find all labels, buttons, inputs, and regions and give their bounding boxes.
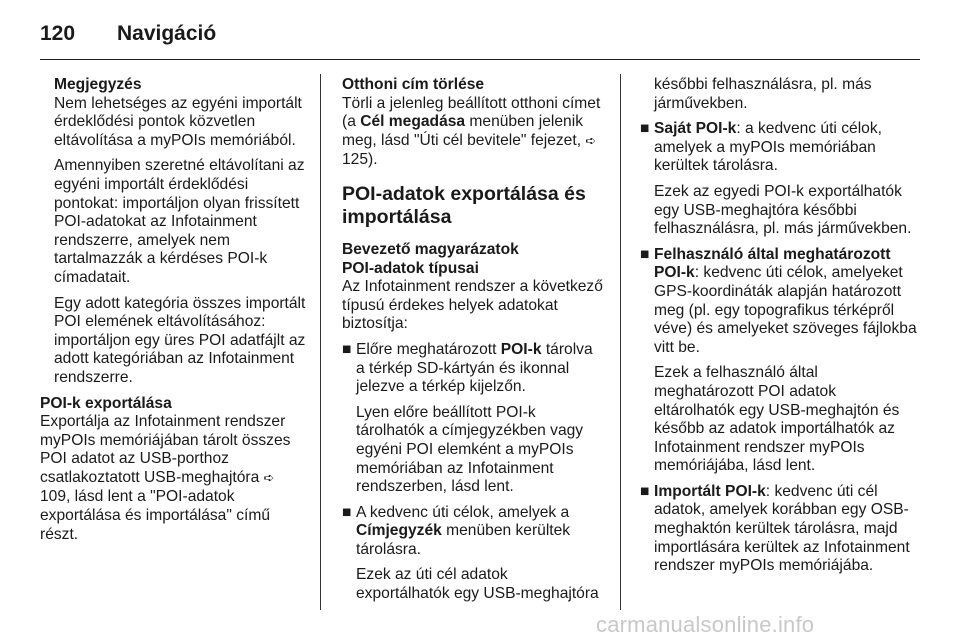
list-item-continued: későbbi felhasználásra, pl. más járművekben. [654,76,872,112]
note-paragraph: Amennyiben szeretné eltávolítani az egyéni importált érdeklődési pontokat: importáljon olyan frissített POI-adatokat az Infotainment rendszerre, amelyek nem tartalmazzák a kérdéses POI-k címadatait. [54,157,305,286]
bullet-icon: ■ [640,120,650,138]
list-item: ■ A kedvenc úti célok, amelyek a Címjegyzék menüben kerültek tárolásra. Ezek az úti cél adatok exportálhatók egy USB-meghajtóra [342,503,599,603]
intro-heading: Bevezető magyarázatok [342,240,519,258]
watermark: carmanualsonline.info [596,612,815,637]
export-paragraph: Exportálja az Infotainment rendszer myPOIs memóriájában tárolt összes POI adatot az USB-porthoz csatlakoztatott USB-meghajtóra ➪ 109, lásd lent a "POI-adatok exportálása és importálása" című részt. [40,413,291,543]
column-1 [40,76,308,551]
section-heading: POI-adatok exportálása és importálása [342,182,586,228]
bullet-icon: ■ [342,503,352,521]
types-paragraph: Az Infotainment rendszer a következő típusú érdekes helyek adatokat biztosítja: [342,278,603,333]
bullet-icon: ■ [342,340,352,358]
list-item: ■ Előre meghatározott POI-k tárolva a térkép SD-kártyán és ikonnal jelezve a térkép kijelzőn. Lyen előre beállított POI-k tárolhatók a címjegyzékben vagy egyéni POI elemként a myPOIs memóriában az Infotainment rendszerben, lásd lent. [342,340,593,496]
home-paragraph: Törli a jelenleg beállított otthoni címet (a Cél megadása menüben jelenik meg, lásd "Úti cél bevitele" fejezet, ➪ 125). [342,94,601,169]
column-divider-2 [620,74,621,610]
column-divider-1 [320,74,321,610]
list-item: ■ Saját POI-k: a kedvenc úti célok, amelyek a myPOIs memóriában kerültek tárolásra. Ezek az egyedi POI-k exportálhatók egy USB-meghajtóra későbbi felhasználásra, pl. más járművekben. [640,120,912,238]
note-paragraph: Egy adott kategória összes importált POI elemének eltávolításához: importáljon egy üres POI adatfájlt az adott kategóriában az Infotainment rendszerre. [54,294,306,386]
note-title: Megjegyzés [54,76,142,93]
home-heading: Otthoni cím törlése [342,76,485,93]
page-ref-icon: ➪ [585,133,597,149]
list-item: ■ Felhasználó által meghatározott POI-k: kedvenc úti célok, amelyeket GPS-koordináták alapján határozott meg (pl. egy topografikus térképről véve) és amelyeket szöveges fájlokba vitt be. Ezek a felhasználó által meghatározott POI adatok eltárolhatók egy USB-meghajtón és később az adatok importálhatók az Infotainment rendszer myPOIs memóriájába, lásd lent. [640,245,917,475]
column-3 [640,76,920,583]
header-divider [40,59,920,60]
types-heading: POI-adatok típusai [342,259,479,277]
note-paragraph: Nem lehetséges az egyéni importált érdeklődési pontok közvetlen eltávolítása a myPOIs memóriából. [54,94,302,149]
bullet-icon: ■ [640,245,650,263]
note-block [40,76,308,388]
bullet-icon: ■ [640,482,650,500]
page-title: Navigáció [117,22,217,45]
export-heading: POI-k exportálása [40,394,172,412]
column-2 [342,76,604,611]
page-ref-icon: ➪ [263,470,275,486]
list-item: ■ Importált POI-k: kedvenc úti cél adatok, amelyek korábban egy OSB-meghaktón kerültek tárolásra, majd importlására kerültek az Infotainment rendszer myPOIs memóriájába. [640,482,910,575]
page-header [0,0,960,62]
page-number: 120 [40,22,76,45]
